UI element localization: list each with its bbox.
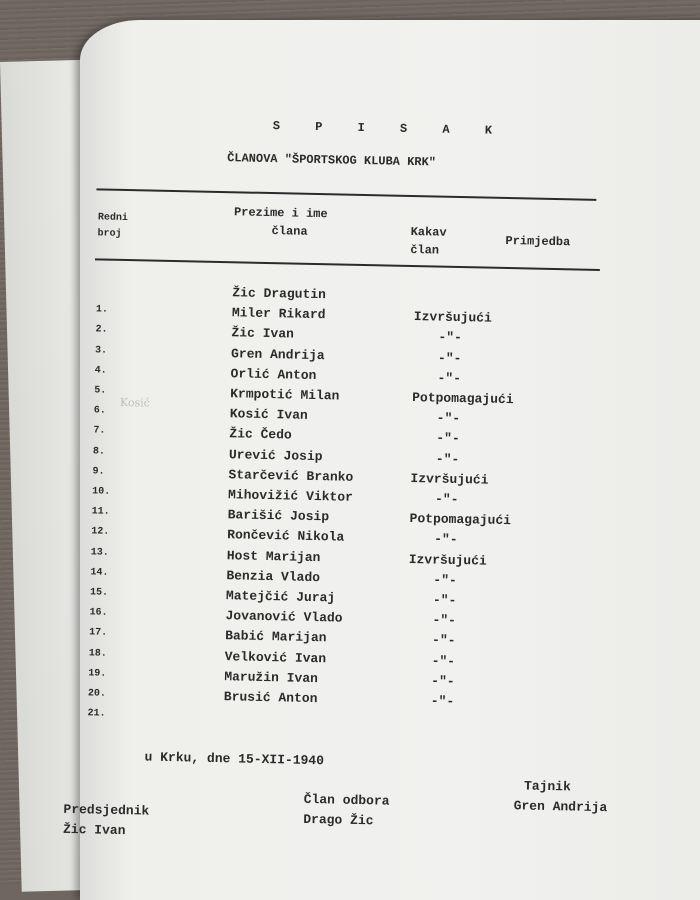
- member-name: Žic Dragutin: [232, 285, 327, 303]
- member-name: Žic Ivan: [231, 325, 295, 342]
- document-content: [62, 20, 700, 898]
- member-kind: -"-: [434, 491, 459, 508]
- member-name: Matejčić Juraj: [225, 588, 336, 606]
- header-number: [97, 210, 128, 243]
- header-name-line2: člana: [271, 224, 308, 239]
- row-number: 2.: [95, 324, 108, 337]
- member-kind: -"-: [433, 572, 457, 588]
- member-kind: -"-: [434, 531, 458, 548]
- row-number: 16.: [89, 607, 108, 619]
- member-name: Velković Ivan: [224, 648, 327, 666]
- member-kind: Potpomagajući: [412, 390, 514, 408]
- row-number: 3.: [94, 344, 108, 357]
- member-name: Kosić Ivan: [229, 406, 308, 424]
- signature-president: [63, 800, 150, 842]
- document-title: S P I S A K: [272, 119, 507, 138]
- member-name: Barišić Josip: [227, 507, 330, 525]
- member-name: Maružin Ivan: [224, 668, 319, 686]
- member-kind: -"-: [436, 430, 460, 447]
- member-kind: -"-: [437, 370, 462, 386]
- member-name: Rončević Nikola: [227, 527, 345, 546]
- member-name: Benzia Vlado: [226, 567, 321, 585]
- board-member-name: Drago Žic: [303, 811, 374, 829]
- member-name: Žic Čedo: [229, 426, 292, 443]
- member-kind: -"-: [437, 350, 462, 366]
- secretary-title: Tajnik: [523, 778, 572, 795]
- header-name-line1: Prezime i ime: [233, 205, 328, 222]
- board-member-title: Član odbora: [303, 791, 390, 809]
- member-kind: -"-: [435, 451, 460, 467]
- header-name: [233, 203, 327, 241]
- header-rule-top: [96, 188, 596, 200]
- row-number: 12.: [91, 526, 110, 539]
- row-number: 10.: [92, 486, 111, 498]
- header-kind-line2: član: [410, 242, 440, 258]
- president-title: Predsjednik: [63, 801, 150, 819]
- row-number: 9.: [92, 466, 105, 478]
- member-kind: -"-: [432, 612, 457, 629]
- row-number: 19.: [88, 668, 107, 680]
- member-kind: -"-: [431, 673, 455, 689]
- member-name: Babić Marijan: [224, 628, 327, 646]
- member-kind: Izvršujući: [413, 309, 493, 326]
- member-kind: -"-: [431, 632, 456, 649]
- member-kind: -"-: [432, 592, 457, 609]
- row-number: 1.: [95, 304, 109, 316]
- signature-board-member: [303, 790, 390, 832]
- header-number-line1: Redni: [97, 212, 128, 225]
- row-number: 11.: [91, 506, 110, 518]
- row-number: 8.: [92, 445, 106, 458]
- member-name: Urević Josip: [228, 446, 323, 464]
- member-kind: -"-: [430, 693, 455, 709]
- row-number: 15.: [89, 587, 109, 599]
- row-number: 20.: [87, 688, 107, 700]
- row-number: 17.: [89, 627, 108, 640]
- member-kind: Izvršujući: [408, 551, 487, 569]
- row-number: 6.: [93, 405, 106, 417]
- member-name: Gren Andrija: [230, 345, 325, 363]
- secretary-name: Gren Andrija: [513, 798, 608, 816]
- member-kind: -"-: [431, 653, 456, 669]
- member-kind: Izvršujući: [410, 470, 489, 488]
- member-name: Brusić Anton: [223, 689, 318, 707]
- member-kind: -"-: [436, 410, 461, 427]
- member-kind: -"-: [438, 329, 462, 346]
- signature-secretary: [513, 776, 607, 818]
- president-name: Žic Ivan: [62, 821, 126, 839]
- header-kind: [410, 223, 447, 260]
- member-name: Jovanović Vlado: [225, 608, 343, 626]
- row-number: 5.: [94, 385, 107, 397]
- row-number: 18.: [88, 647, 107, 660]
- row-number: 21.: [87, 708, 106, 720]
- header-note: Primjedba: [505, 233, 571, 250]
- header-rule-bottom: [95, 258, 600, 271]
- row-number: 13.: [90, 546, 109, 559]
- member-name: Host Marijan: [226, 547, 321, 565]
- member-kind: Potpomagajući: [409, 511, 512, 529]
- row-number: 14.: [90, 567, 109, 579]
- header-number-line2: broj: [97, 228, 122, 240]
- header-kind-line1: Kakav: [410, 224, 447, 240]
- pencil-note: Kosić: [119, 395, 151, 410]
- member-name: Starčević Branko: [228, 467, 354, 485]
- member-name: Orlić Anton: [230, 366, 317, 383]
- member-name: Mihovižić Viktor: [227, 487, 354, 505]
- document-subtitle: ČLANOVA "ŠPORTSKOG KLUBA KRK": [226, 151, 437, 170]
- row-number: 7.: [93, 425, 106, 438]
- row-number: 4.: [94, 365, 107, 377]
- member-name: Krmpotić Milan: [230, 386, 340, 404]
- member-name: Miler Rikard: [231, 305, 326, 323]
- place-date: u Krku, dne 15-XII-1940: [144, 749, 325, 769]
